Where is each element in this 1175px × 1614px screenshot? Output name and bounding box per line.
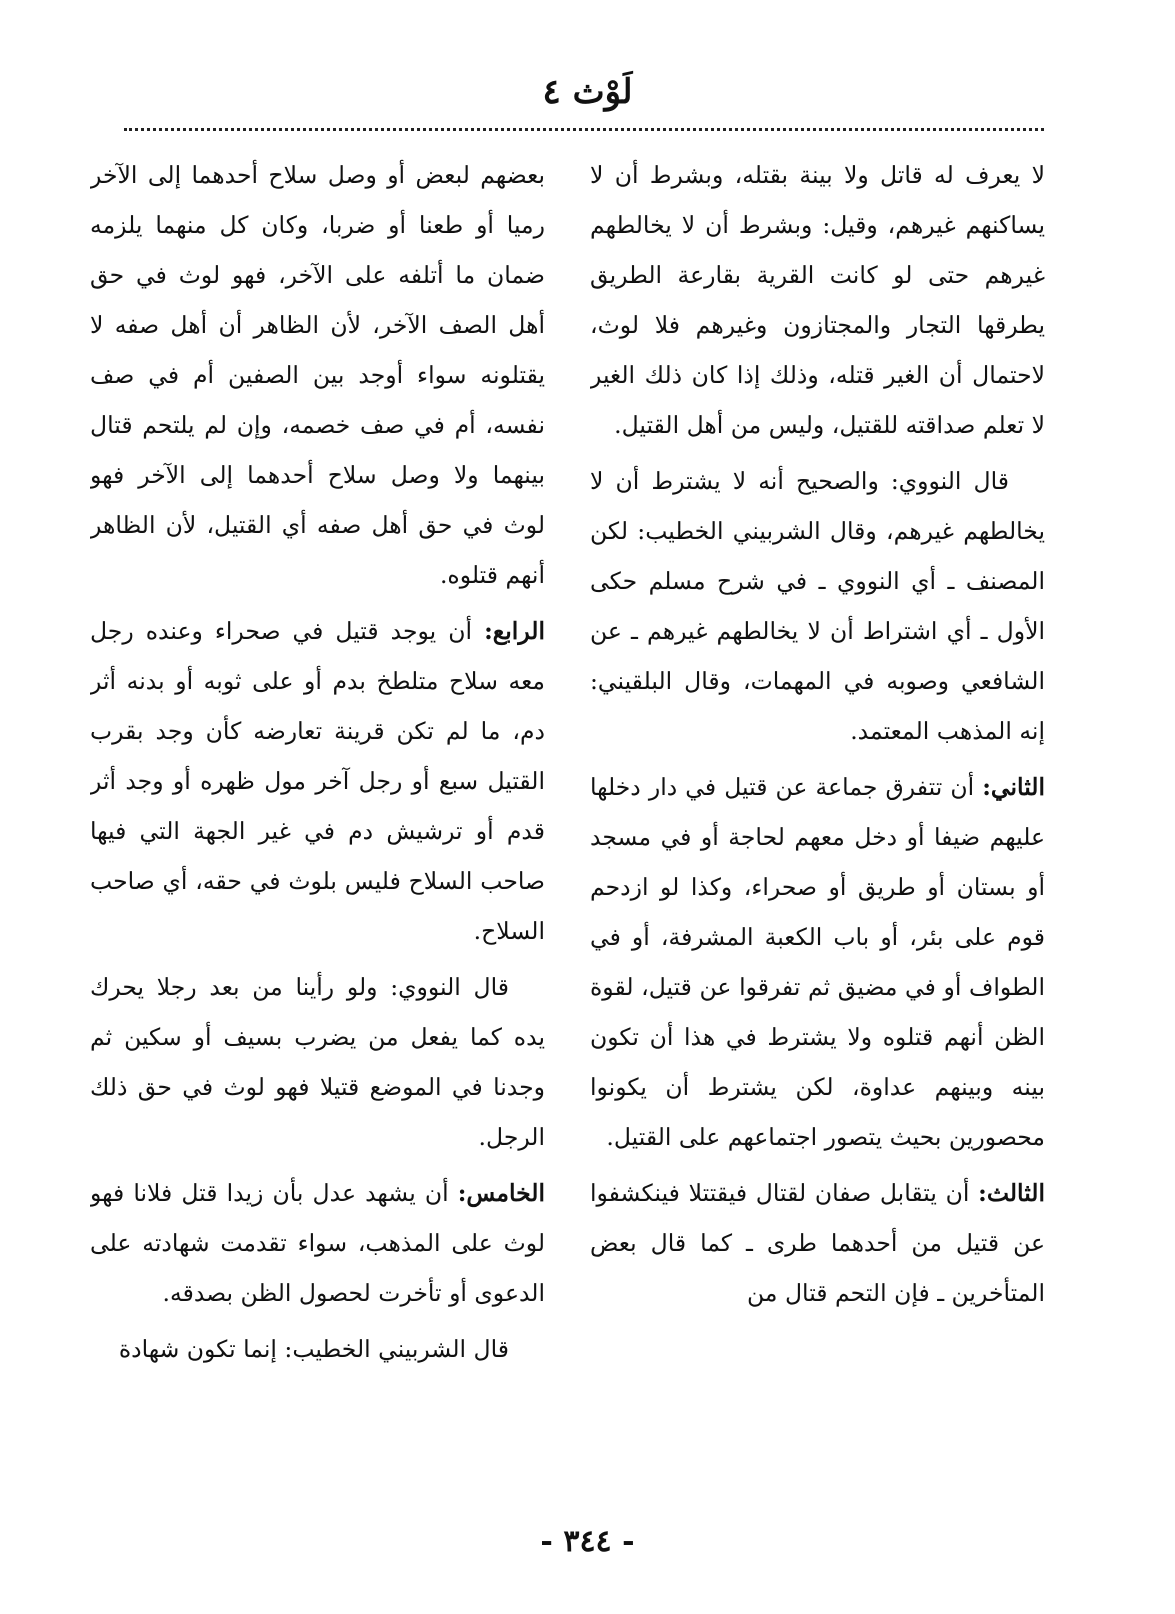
right-column <box>590 150 1045 1450</box>
paragraph: بعضهم لبعض أو وصل سلاح أحدهما إلى الآخر رميا أو طعنا أو ضربا، وكان كل منهما يلزمه ضمان ما أتلفه على الآخر، فهو لوث في حق أهل الصف الآخر، لأن الظاهر أن أهل صفه لا يقتلونه سواء أوجد بين الصفين أم في صف نفسه، أم في صف خصمه، وإن لم يلتحم قتال بينهما ولا وصل سلاح أحدهما إلى الآخر فهو لوث في حق أهل صفه أي القتيل، لأن الظاهر أنهم قتلوه. <box>90 161 545 589</box>
paragraph-text: أن تتفرق جماعة عن قتيل في دار دخلها عليهم ضيفا أو دخل معهم لحاجة أو في مسجد أو بستان أو طريق أو صحراء، وكذا لو ازدحم قوم على بئر، أو باب الكعبة المشرفة، أو في الطواف أو في مضيق ثم تفرقوا عن قتيل، لقوة الظن أنهم قتلوه ولا يشترط في هذا أن تكون بينه وبينهم عداوة، لكن يشترط أن يكونوا محصورين بحيث يتصور اجتماعهم على القتيل. <box>590 773 1045 1151</box>
paragraph-text: أن يتقابل صفان لقتال فيقتتلا فينكشفوا عن قتيل من أحدهما طرى ـ كما قال بعض المتأخرين ـ فإن التحم قتال من <box>590 1179 1045 1307</box>
paragraph <box>90 606 545 956</box>
paragraph-text: أن يشهد عدل بأن زيدا قتل فلانا فهو لوث على المذهب، سواء تقدمت شهادته على الدعوى أو تأخرت لحصول الظن بصدقه. <box>90 1179 545 1307</box>
header-dotted-rule <box>124 128 1044 131</box>
section-lead-word: الخامس: <box>457 1179 545 1207</box>
paragraph: قال الشربيني الخطيب: إنما تكون شهادة <box>118 1335 509 1363</box>
paragraph <box>590 1168 1045 1318</box>
left-column <box>90 150 545 1450</box>
paragraph <box>590 762 1045 1162</box>
paragraph-text: أن يوجد قتيل في صحراء وعنده رجل معه سلاح متلطخ بدم أو على ثوبه أو بدنه أثر دم، ما لم تكن قرينة تعارضه كأن وجد بقرب القتيل سبع أو رجل آخر مول ظهره أو وجد أثر قدم أو ترشيش دم في غير الجهة التي فيها صاحب السلاح فليس بلوث في حقه، أي صاحب السلاح. <box>90 617 545 945</box>
paragraph: قال النووي: ولو رأينا من بعد رجلا يحرك يده كما يفعل من يضرب بسيف أو سكين ثم وجدنا في الموضع قتيلا فهو لوث في حق ذلك الرجل. <box>90 973 545 1151</box>
running-header: لَوْث ٤ <box>542 72 633 112</box>
section-lead-word: الثاني: <box>982 773 1045 801</box>
section-lead-word: الرابع: <box>484 617 545 645</box>
paragraph: قال النووي: والصحيح أنه لا يشترط أن لا يخالطهم غيرهم، وقال الشربيني الخطيب: لكن المصنف ـ أي النووي ـ في شرح مسلم حكى الأول ـ أي اشتراط أن لا يخالطهم غيرهم ـ عن الشافعي وصوبه في المهمات، وقال البلقيني: إنه المذهب المعتمد. <box>590 467 1045 745</box>
section-lead-word: الثالث: <box>978 1179 1045 1207</box>
page-number: - ٣٤٤ - <box>540 1524 635 1559</box>
paragraph: لا يعرف له قاتل ولا بينة بقتله، وبشرط أن لا يساكنهم غيرهم، وقيل: وبشرط أن لا يخالطهم غيرهم حتى لو كانت القرية بقارعة الطريق يطرقها التجار والمجتازون وغيرهم فلا لوث، لاحتمال أن الغير قتله، وذلك إذا كان ذلك الغير لا تعلم صداقته للقتيل، وليس من أهل القتيل. <box>590 161 1045 439</box>
paragraph <box>90 1168 545 1318</box>
